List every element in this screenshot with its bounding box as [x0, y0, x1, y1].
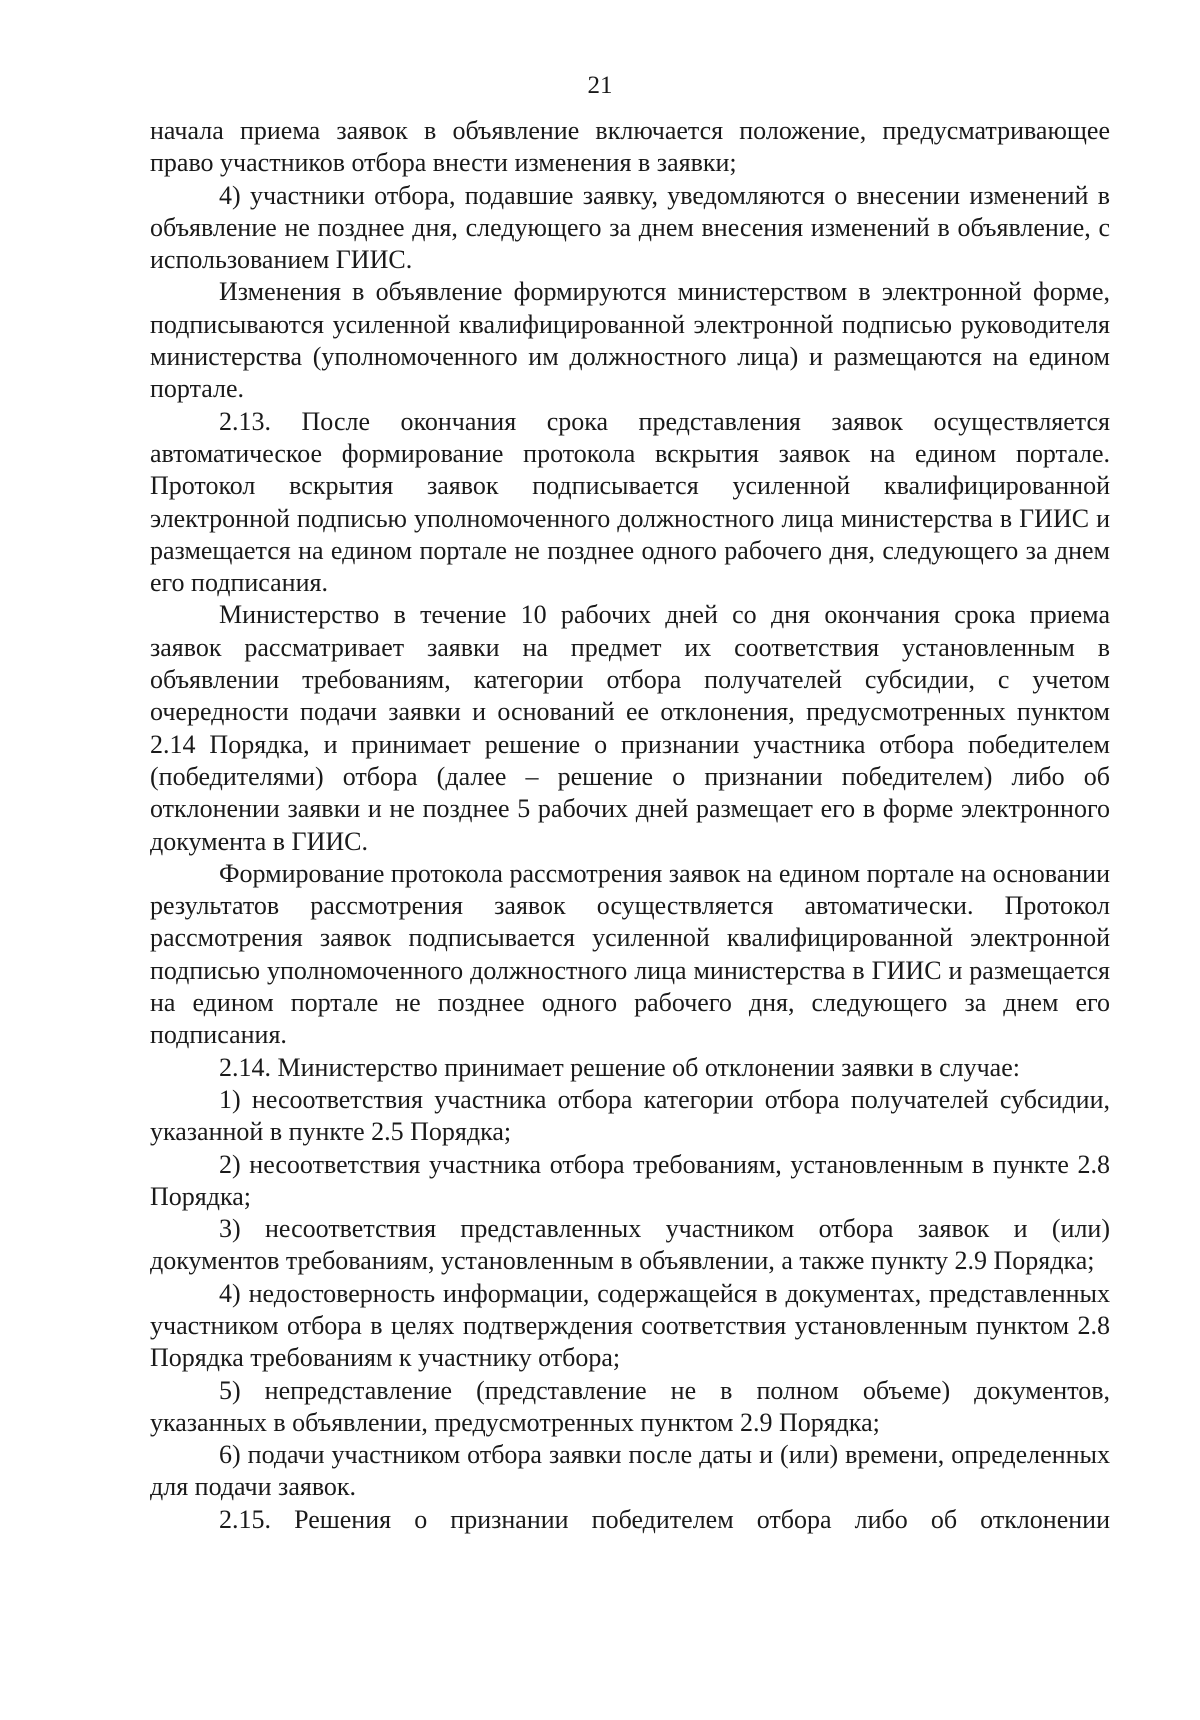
list-item: 3) несоответствия представленных участником отбора заявок и (или) документов требованиям, установленным в объявлении, а также пункту 2.9 Порядка; [150, 1214, 1110, 1276]
list-item: 2) несоответствия участника отбора требованиям, установленным в пункте 2.8 Порядка; [150, 1149, 1110, 1211]
list-item: 4) недостоверность информации, содержащейся в документах, представленных участником отбора в целях подтверждения соответствия установленным пунктом 2.8 Порядка требованиям к участнику отбора; [150, 1278, 1110, 1373]
document-body [150, 115, 1110, 1536]
page-number: 21 [587, 72, 613, 99]
paragraph: Министерство в течение 10 рабочих дней со дня окончания срока приема заявок рассматривает заявки на предмет их соответствия установленным в объявлении требованиям, категории отбора получателей субсидии, с учетом очередности подачи заявки и оснований ее отклонения, предусмотренных пунктом 2.14 Порядка, и принимает решение о признании участника отбора победителем (победителями) отбора (далее – решение о признании победителем) либо об отклонении заявки и не позднее 5 рабочих дней размещает его в форме электронного документа в ГИИС. [150, 600, 1110, 856]
list-item: 5) непредставление (представление не в полном объеме) документов, указанных в объявлении, предусмотренных пунктом 2.9 Порядка; [150, 1375, 1110, 1437]
paragraph: 2.13. После окончания срока представления заявок осуществляется автоматическое формирование протокола вскрытия заявок на едином портале. Протокол вскрытия заявок подписывается усиленной квалифицированной электронной подписью уполномоченного должностного лица министерства в ГИИС и размещается на едином портале не позднее одного рабочего дня, следующего за днем его подписания. [150, 406, 1110, 598]
paragraph: Формирование протокола рассмотрения заявок на едином портале на основании результатов рассмотрения заявок осуществляется автоматически. Протокол рассмотрения заявок подписывается усиленной квалифицированной электронной подписью уполномоченного должностного лица министерства в ГИИС и размещается на едином портале не позднее одного рабочего дня, следующего за днем его подписания. [150, 858, 1110, 1050]
paragraph: начала приема заявок в объявление включается положение, предусматривающее право участников отбора внести изменения в заявки; [150, 116, 1110, 178]
paragraph: 2.14. Министерство принимает решение об отклонении заявки в случае: [219, 1052, 1020, 1082]
list-item: 1) несоответствия участника отбора категории отбора получателей субсидии, указанной в пункте 2.5 Порядка; [150, 1084, 1110, 1147]
list-item: 6) подачи участником отбора заявки после даты и (или) времени, определенных для подачи заявок. [150, 1440, 1110, 1502]
paragraph: 2.15. Решения о признании победителем отбора либо об отклонении [219, 1504, 1110, 1534]
paragraph: Изменения в объявление формируются министерством в электронной форме, подписываются усиленной квалифицированной электронной подписью руководителя министерства (уполномоченного им должностного лица) и размещаются на едином портале. [150, 277, 1110, 404]
paragraph: 4) участники отбора, подавшие заявку, уведомляются о внесении изменений в объявление не позднее дня, следующего за днем внесения изменений в объявление, с использованием ГИИС. [150, 180, 1110, 275]
